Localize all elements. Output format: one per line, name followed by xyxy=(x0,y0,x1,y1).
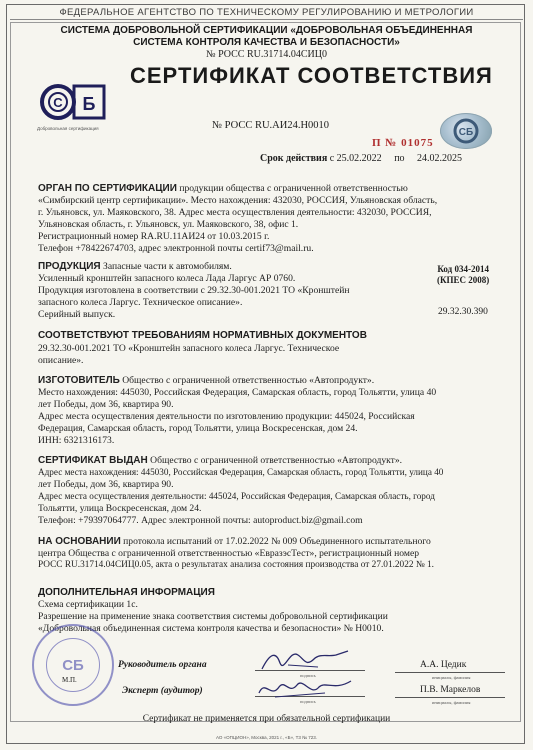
printer-info: АО «ОПЦИОН», Москва, 2021 г., «Б», Т3 № 723. xyxy=(216,735,317,740)
compliance-line-2: описание». xyxy=(38,355,84,366)
product-line-1 xyxy=(38,261,232,272)
organ-line-5: Регистрационный номер RA.RU.11АИ24 от 10.03.2015 г. xyxy=(38,231,270,242)
head-name: А.А. Цедик xyxy=(420,660,467,670)
manufacturer-line-5: Федерация, Самарская область, город Тольятти, улица Воскресенская, дом 24. xyxy=(38,423,358,434)
basis-line-3: РОСС RU.31714.04СИЦ0.05, акта о результатах анализа состояния производства от 27.01.2022 № 1. xyxy=(38,560,434,570)
organ-line-2: «Симбирский центр сертификации». Место нахождения: 432030, РОССИЯ, Ульяновская область, xyxy=(38,195,438,206)
organ-line-3: г. Ульяновск, ул. Маяковского, 38. Адрес места осуществления деятельности: 432030, РОССИЯ, xyxy=(38,207,432,218)
issued-first: Общество с ограниченной ответственностью «Автопродукт». xyxy=(150,455,403,466)
manufacturer-first: Общество с ограниченной ответственностью «Автопродукт». xyxy=(122,375,375,386)
hologram-sticker xyxy=(440,113,492,149)
basis-line-1 xyxy=(38,536,431,547)
product-first: Запасные части к автомобилям. xyxy=(103,261,232,272)
manufacturer-heading: ИЗГОТОВИТЕЛЬ xyxy=(38,375,120,386)
head-name-line xyxy=(395,672,505,673)
svg-text:СБ: СБ xyxy=(458,127,474,138)
validity-mid: по xyxy=(394,153,405,164)
basis-line-2: центра Общества с ограниченной ответственностью «ЕвразэсТест», регистрационный номер xyxy=(38,548,420,559)
okpd-code-value: 29.32.30.390 xyxy=(438,307,488,317)
issued-line-4: Адрес места осуществления деятельности: 445024, Российская Федерация, Самарская область, город xyxy=(38,491,435,501)
additional-line-3: «Добровольная объединенная система контроля качества и безопасности» № Н0010. xyxy=(38,623,384,634)
head-name-caption: инициалы, фамилия xyxy=(432,675,471,680)
system-name-line1: СИСТЕМА ДОБРОВОЛЬНОЙ СЕРТИФИКАЦИИ «ДОБРОВОЛЬНАЯ ОБЪЕДИНЕННАЯ xyxy=(60,25,473,36)
expert-label: Эксперт (аудитор) xyxy=(122,686,203,696)
issued-line-2: Адрес места нахождения: 445030, Российская Федерация, Самарская область, город Тольятти, улица 40 xyxy=(38,467,444,477)
organ-heading: ОРГАН ПО СЕРТИФИКАЦИИ xyxy=(38,183,177,194)
expert-name: П.В. Маркелов xyxy=(420,685,481,695)
manufacturer-line-1 xyxy=(38,375,374,386)
issued-heading: СЕРТИФИКАТ ВЫДАН xyxy=(38,455,148,466)
product-line-4: запасного колеса Ларгус. Техническое описание». xyxy=(38,297,243,308)
compliance-line-1: 29.32.30-001.2021 ТО «Кронштейн запасного колеса Ларгус. Техническое xyxy=(38,343,340,354)
validity-to: 24.02.2025 xyxy=(417,153,463,164)
footer-note: Сертификат не применяется при обязательной сертификации xyxy=(142,714,391,724)
sb-logo xyxy=(40,80,110,132)
svg-text:СБ: СБ xyxy=(62,657,84,674)
svg-text:Б: Б xyxy=(82,94,96,114)
expert-name-line xyxy=(395,697,505,698)
code-label-1: Код 034-2014 xyxy=(437,264,489,274)
validity-period xyxy=(260,153,462,164)
logo-caption: Добровольная сертификация xyxy=(37,126,99,131)
expert-name-caption: инициалы, фамилия xyxy=(432,700,471,705)
manufacturer-line-2: Место нахождения: 445030, Российская Федерация, Самарская область, город Тольятти, улица 40 xyxy=(38,387,437,398)
certificate-reg-number: № РОСС RU.АИ24.Н0010 xyxy=(212,120,330,131)
certificate-title: СЕРТИФИКАТ СООТВЕТСТВИЯ xyxy=(130,63,493,88)
code-label-2: (КПЕС 2008) xyxy=(437,275,490,285)
issued-line-3: лет Победы, дом 36, квартира 90. xyxy=(38,479,174,490)
additional-line-2: Разрешение на применение знака соответствия системы добровольной сертификации xyxy=(38,611,388,622)
validity-from: с 25.02.2022 xyxy=(329,153,382,164)
system-registration: № РОСС RU.31714.04СИЦ0 xyxy=(206,49,327,60)
head-signature xyxy=(258,645,353,675)
okpd-code-label xyxy=(437,264,489,286)
header-divider xyxy=(10,19,523,20)
stamp-mark: М.П. xyxy=(62,676,77,684)
basis-first: протокола испытаний от 17.02.2022 № 009 Объединенного испытательного xyxy=(123,536,431,547)
product-line-3: Продукция изготовлена в соответствии с 29.32.30-001.2021 ТО «Кронштейн xyxy=(38,285,350,296)
issued-line-6: Телефон: +79397064777. Адрес электронной почты: autoproduct.biz@gmail.com xyxy=(38,515,363,526)
issued-line-1 xyxy=(38,455,402,466)
expert-sign-caption: подпись xyxy=(300,699,316,704)
product-line-5: Серийный выпуск. xyxy=(38,309,116,320)
compliance-heading: СООТВЕТСТВУЮТ ТРЕБОВАНИЯМ НОРМАТИВНЫХ ДОКУМЕНТОВ xyxy=(38,330,367,341)
product-heading: ПРОДУКЦИЯ xyxy=(38,261,101,272)
system-name-line2: СИСТЕМА КОНТРОЛЯ КАЧЕСТВА И БЕЗОПАСНОСТИ» xyxy=(133,37,400,48)
head-sign-caption: подпись xyxy=(300,673,316,678)
additional-line-1: Схема сертификации 1с. xyxy=(38,599,138,610)
additional-heading: ДОПОЛНИТЕЛЬНАЯ ИНФОРМАЦИЯ xyxy=(38,587,215,598)
organ-line-4: Ульяновская область, г. Ульяновск, ул. Маяковского, 38, офис 1. xyxy=(38,219,299,230)
organ-line-1 xyxy=(38,183,408,194)
agency-name: ФЕДЕРАЛЬНОЕ АГЕНТСТВО ПО ТЕХНИЧЕСКОМУ РЕГУЛИРОВАНИЮ И МЕТРОЛОГИИ xyxy=(59,7,474,18)
organ-text: продукции общества с ограниченной ответственностью xyxy=(179,183,408,194)
manufacturer-line-3: лет Победы, дом 36, квартира 90. xyxy=(38,399,174,410)
validity-label: Срок действия xyxy=(260,153,328,164)
basis-heading: НА ОСНОВАНИИ xyxy=(38,536,121,547)
blank-number: П № 01075 xyxy=(372,137,434,149)
issued-line-5: Тольятти, улица Воскресенская, дом 24. xyxy=(38,503,202,514)
manufacturer-line-4: Адрес места осуществления деятельности по изготовлению продукции: 445024, Российская xyxy=(38,411,415,422)
product-line-2: Усиленный кронштейн запасного колеса Лада Ларгус АР 0760. xyxy=(38,273,296,284)
organ-line-6: Телефон +78422674703, адрес электронной почты certif73@mail.ru. xyxy=(38,243,314,254)
head-label: Руководитель органа xyxy=(118,660,207,670)
manufacturer-line-6: ИНН: 6321316173. xyxy=(38,435,115,446)
svg-text:С: С xyxy=(53,95,63,110)
